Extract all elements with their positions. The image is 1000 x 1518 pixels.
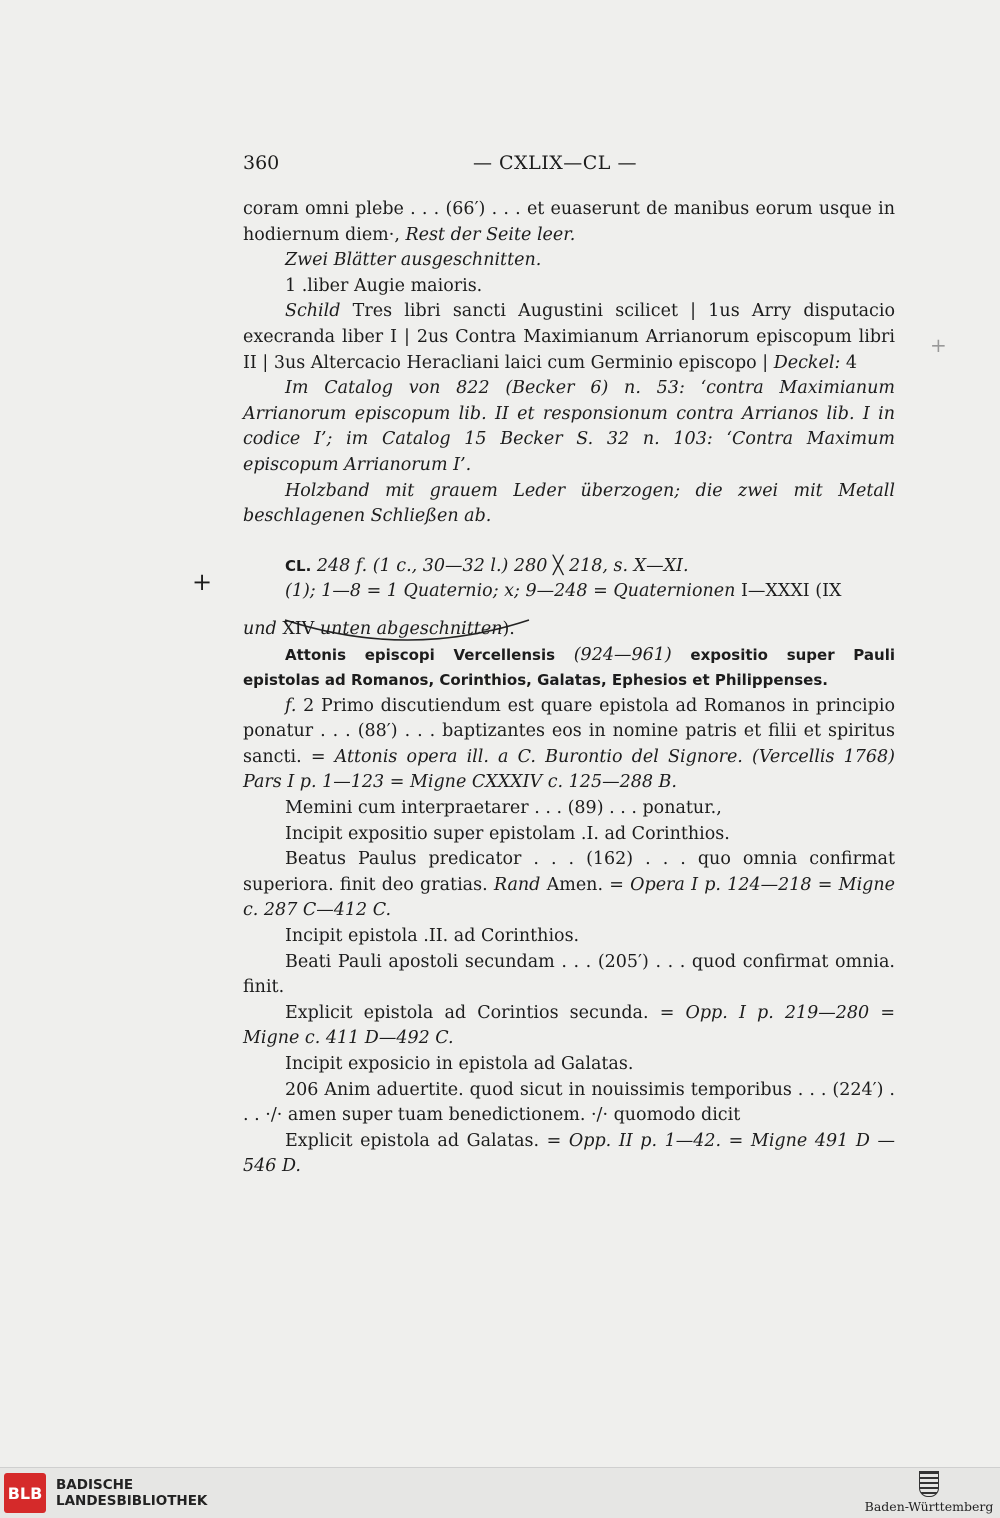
state-logo[interactable] [864, 1471, 994, 1514]
library-name[interactable]: BADISCHE LANDESBIBLIOTHEK [56, 1477, 208, 1509]
coat-of-arms-icon [919, 1471, 939, 1497]
text-beatus-paulus: Beatus Paulus predicator . . . (162) . . . quo omnia confirmat superiora. finit deo gratias. Rand Amen. = Opera I p. 124—218 = Migne c. 287 C—412 C. [243, 849, 895, 921]
work-title: Attonis episcopi Vercellensis (924—961) expositio super Pauli epistolas ad Romanos, Corinthios, Galatas, Ephesios et Philippenses. [243, 644, 895, 690]
binding-description: Holzband mit grauem Leder überzogen; die zwei mit Metall beschlagenen Schließen ab. [243, 480, 895, 527]
paragraph-continuation: coram omni plebe . . . (66′) . . . et euaserunt de manibus eorum usque in hodiernum diem·, Rest der Seite leer. [243, 199, 895, 245]
page-number: 360 [243, 152, 280, 174]
catalog-reference: Im Catalog von 822 (Becker 6) n. 53: ‘contra Maximianum Arrianorum episcopum lib. II et responsionum contra Arrianos lib. I in codice I’; im Catalog 15 Becker S. 32 n. 103: ‘Contra Maximum episcopum Arrianorum I’. [243, 378, 895, 475]
incipit-corinthians-2: Incipit epistola .II. ad Corinthios. [285, 926, 580, 947]
note-leaves-cut: Zwei Blätter ausgeschnitten. [285, 250, 542, 271]
page-header [243, 152, 895, 182]
margin-plus-mark: + [192, 568, 213, 596]
label-description: Schild Tres libri sancti Augustini scilicet | 1us Arry disputacio execranda liber I | 2us Contra Maximianum Arrianorum episcopum libri II | 3us Altercacio Heracliani laici cum Germinio episcopo | Deckel: 4 [243, 301, 895, 373]
blb-logo[interactable]: BLB [4, 1473, 46, 1513]
incipit-galatians: Incipit exposicio in epistola ad Galatas. [285, 1054, 634, 1074]
footer-bar [0, 1467, 1000, 1518]
line-memini: Memini cum interpraetarer . . . (89) . . . ponatur., [285, 798, 722, 819]
state-name: Baden-Württemberg [864, 1499, 994, 1514]
quire-description-cont: und XIV unten abgeschnitten). [243, 618, 515, 639]
incipit-romans: f. 2 Primo discutiendum est quare epistola ad Romanos in principio ponatur . . . (88′) . . . baptizantes eos in nomine patris et filii et spiritus sancti. = Attonis opera ill. a C. Burontio del Signore. (Vercellis 1768) Pars I p. 1—123 = Migne CXXXIV c. 125—288 B. [243, 695, 896, 793]
ownership-note: 1 .liber Augie maioris. [285, 275, 483, 296]
text-beati-pauli: Beati Pauli apostoli secundam . . . (205′) . . . quod confirmat omnia. finit. [243, 951, 895, 998]
explicit-galatians: Explicit epistola ad Galatas. = Opp. II p. 1—42. = Migne 491 D —546 D. [243, 1130, 895, 1177]
incipit-corinthians-1: Incipit expositio super epistolam .I. ad Corinthios. [285, 823, 730, 844]
explicit-corinthians-2: Explicit epistola ad Corintios secunda. = Opp. I p. 219—280 = Migne c. 411 D—492 C. [243, 1002, 895, 1049]
text-anim-aduertite: 206 Anim aduertite. quod sicut in nouissimis temporibus . . . (224′) . . . ·/· amen super tuam benedictionem. ·/· quomodo dicit [243, 1079, 895, 1126]
page-body [243, 197, 895, 1180]
running-title: — CXLIX—CL — [473, 152, 637, 174]
codex-entry-heading: CL. 248 f. (1 c., 30—32 l.) 280 ╳ 218, s. X—XI. [285, 555, 689, 576]
bleed-through-plus-mark: + [930, 333, 947, 357]
quire-description: (1); 1—8 = 1 Quaternio; x; 9—248 = Quaternionen I—XXXI (IX [285, 581, 842, 602]
